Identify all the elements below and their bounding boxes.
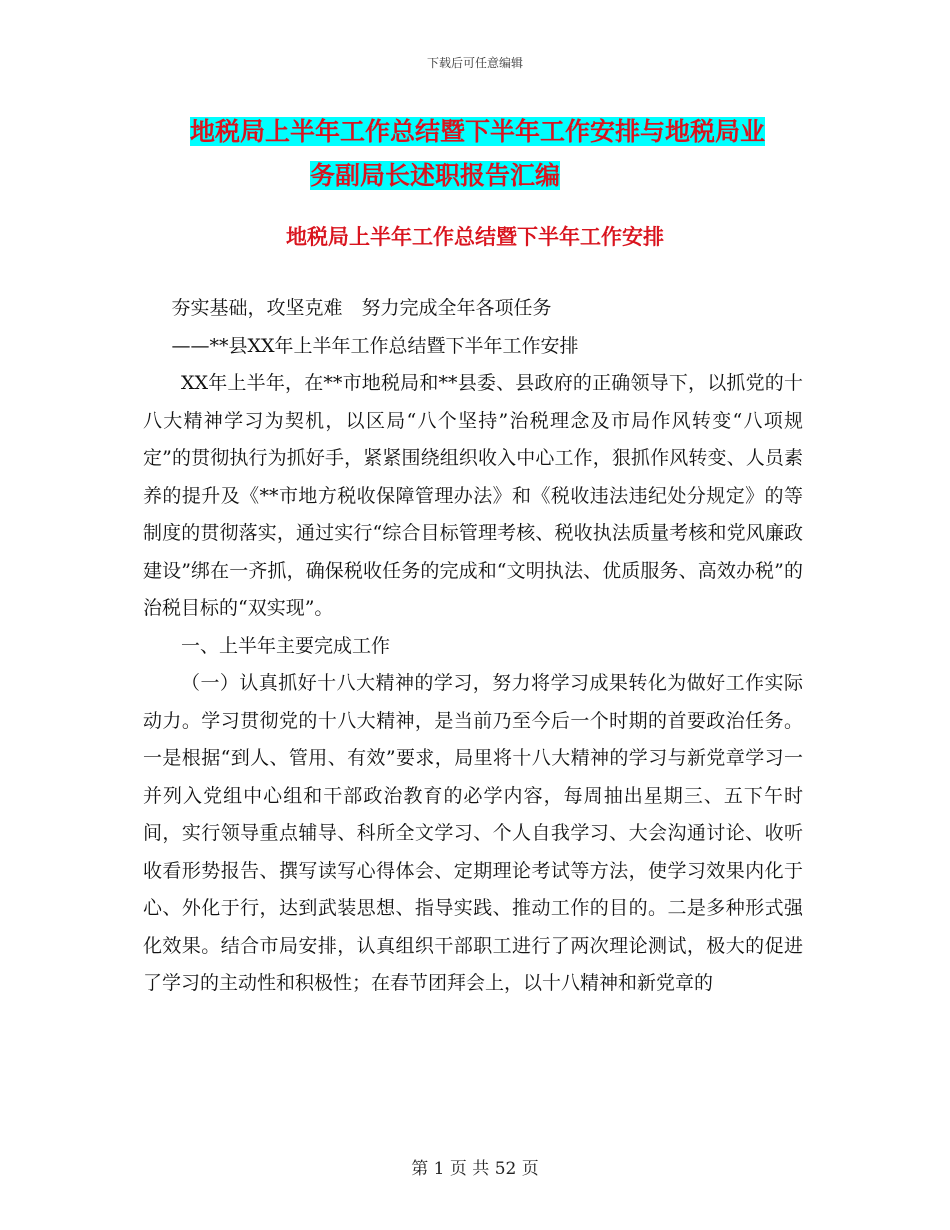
title-line-1: 地税局上半年工作总结暨下半年工作安排与地税局业 [190,117,766,146]
paragraph-intro: XX年上半年，在**市地税局和**县委、县政府的正确领导下，以抓党的十八大精神学习为契机，以区局“八个坚持”治税理念及市局作风转变“八项规定”的贯彻执行为抓好手，紧紧围绕组织收入中心工作，狠抓作风转变、人员素养的提升及《**市地方税收保障管理办法》和《税收违法违纪处分规定》的等制度的贯彻落实，通过实行“综合目标管理考核、税收执法质量考核和党风廉政建设”绑在一齐抓，确保税收任务的完成和“文明执法、优质服务、高效办税”的治税目标的“双实现”。 [143,372,803,619]
document-title [190,110,810,198]
lead-line-1: 夯实基础，攻坚克难 努力完成全年各项任务 [171,297,552,319]
heading-section-1: 一、上半年主要完成工作 [181,634,391,657]
title-line-2: 务副局长述职报告汇编 [310,161,561,190]
header-note: 下载后可任意编辑 [426,56,523,70]
lead-line-2: ——**县XX年上半年工作总结暨下半年工作安排 [171,334,579,357]
paragraph-study: （一）认真抓好十八大精神的学习，努力将学习成果转化为做好工作实际动力。学习贯彻党的十八大精神，是当前乃至今后一个时期的首要政治任务。一是根据“到人、管用、有效”要求，局里将十八大精神的学习与新党章学习一并列入党组中心组和干部政治教育的必学内容，每周抽出星期三、五下午时间，实行领导重点辅导、科所全文学习、个人自我学习、大会沟通讨论、收听收看形势报告、撰写读写心得体会、定期理论考试等方法，使学习效果内化于心、外化于行，达到武装思想、指导实践、推动工作的目的。二是多种形式强化效果。结合市局安排，认真组织干部职工进行了两次理论测试，极大的促进了学习的主动性和积极性；在春节团拜会上，以十八精神和新党章的 [143,672,803,994]
section-title: 地税局上半年工作总结暨下半年工作安排 [286,225,664,249]
document-body [143,290,803,1003]
page-footer: 第 1 页 共 52 页 [411,1159,539,1179]
